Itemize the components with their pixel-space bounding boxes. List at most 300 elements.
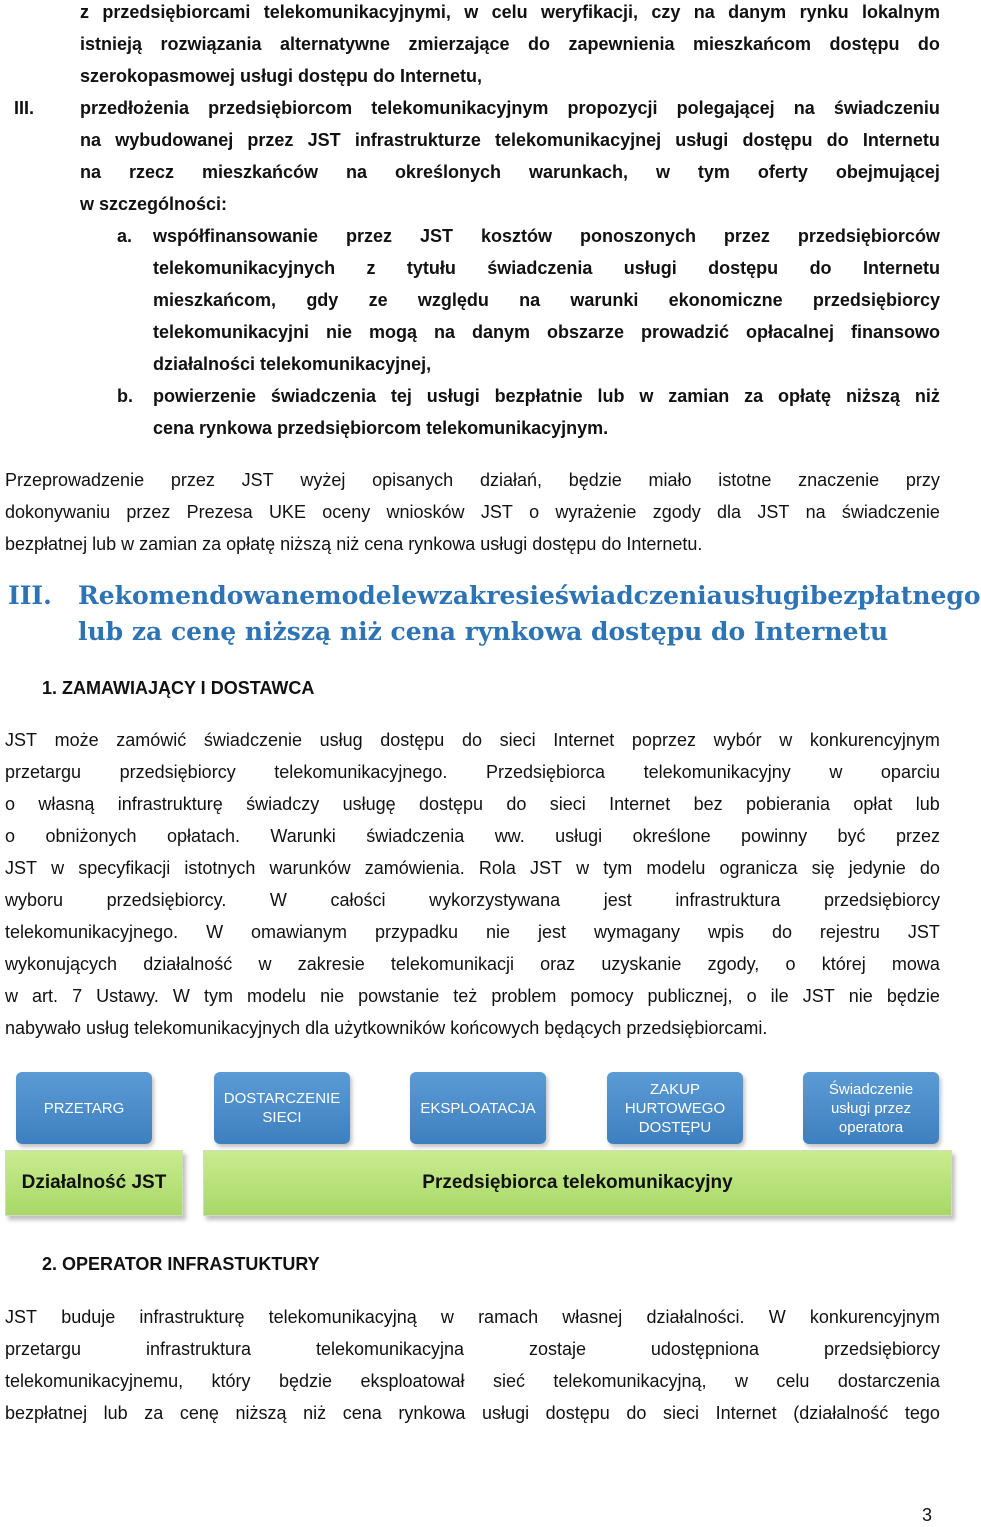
word: lokalnym (861, 2, 940, 22)
actor-operator-bar (203, 1150, 952, 1216)
word: świadczenia (366, 826, 465, 846)
word: JST (307, 130, 341, 150)
section-number: III. (8, 581, 52, 610)
word: znaczenie (798, 470, 880, 490)
word: niż (914, 386, 940, 406)
word: cenę (179, 1403, 219, 1423)
word: prowadzić (640, 322, 729, 342)
word: będzie (568, 470, 622, 490)
word: obejmującej (835, 162, 940, 182)
word: wybudowanej (115, 130, 234, 150)
word: wniosków (386, 502, 465, 522)
word: nie (848, 986, 873, 1006)
step-label-line: DOSTĘPU (638, 1118, 712, 1136)
word: lub (597, 386, 625, 406)
word: czy (651, 2, 681, 22)
text-line (5, 500, 940, 524)
word: z (366, 258, 376, 278)
word: celu (491, 2, 528, 22)
word: na (80, 130, 102, 150)
step-label-line: SIECI (262, 1109, 302, 1126)
word: dokonywaniu (5, 502, 111, 522)
word: JST (907, 922, 940, 942)
word: w (779, 730, 793, 750)
word: w (576, 858, 590, 878)
word: poprzez (631, 730, 696, 750)
word: modelu (646, 858, 706, 878)
word: do (809, 258, 832, 278)
word: przedsiębiorców (797, 226, 940, 246)
word: przedsiębiorcy (812, 290, 940, 310)
list-number: III. (14, 98, 35, 118)
word: świadczenie (841, 502, 940, 522)
word: o (529, 502, 540, 522)
word: mowa (891, 954, 940, 974)
word: Internet (553, 730, 615, 750)
word: 7 (72, 986, 83, 1006)
word: konkurencyjnym (809, 1307, 940, 1327)
sub-list-letter: b. (117, 386, 133, 406)
word: o (746, 986, 757, 1006)
word: świadczeniu (833, 98, 940, 118)
word: lub (103, 1403, 128, 1423)
step-label-line: DOSTARCZENIE (223, 1090, 341, 1107)
word: telekomunikacyjna (315, 1339, 465, 1359)
word: uzyskanie (601, 954, 682, 974)
word: oparciu (880, 762, 940, 782)
word: mieszkańcom, (153, 290, 277, 310)
word: świadczenia (270, 386, 376, 406)
text-line (5, 824, 940, 848)
text-line: nabywało usług telekomunikacyjnych dla użytkowników końcowych będących przedsiębiorcami. (5, 1018, 768, 1038)
word: Rola (478, 858, 516, 878)
word: świadczy (246, 794, 320, 814)
word: Warunki (270, 826, 336, 846)
word: działalności. (646, 1307, 745, 1327)
word: przetargu (5, 1339, 82, 1359)
word: zgody, (707, 954, 760, 974)
word: na (805, 502, 826, 522)
word: zgody (652, 502, 701, 522)
word: przedłożenia (80, 98, 190, 118)
page-number: 3 (922, 1505, 933, 1525)
word: infrastrukturze (354, 130, 481, 150)
word: rzecz (128, 162, 174, 182)
word: w (440, 1307, 454, 1327)
word: opłatę (778, 386, 832, 406)
word: w (51, 858, 65, 878)
text-line (5, 760, 940, 784)
word: usługi (482, 1403, 530, 1423)
word: do (528, 34, 550, 54)
word: w (417, 581, 439, 610)
word: do (919, 858, 940, 878)
word: przedsiębiorcy (119, 762, 236, 782)
step-label-line: usługi przez (830, 1099, 912, 1117)
sub-list-letter: a. (117, 226, 133, 246)
text-line (5, 1337, 940, 1361)
word: może (54, 730, 99, 750)
word: przedsiębiorcami (102, 2, 251, 22)
word: dla (717, 502, 742, 522)
word: ogranicza (719, 858, 798, 878)
word: polegającej (676, 98, 775, 118)
word: telekomunikacyjnego. (5, 922, 179, 942)
word: powinny (741, 826, 808, 846)
word: istotnych (184, 858, 256, 878)
word: względu (417, 290, 489, 310)
word: w (829, 762, 843, 782)
word: nie (486, 922, 511, 942)
word: Rekomendowane (78, 581, 316, 610)
actor-jst-label: Działalność JST (21, 1172, 167, 1193)
word: rynkowa (398, 1403, 466, 1423)
word: o (785, 954, 796, 974)
word: usług (319, 730, 363, 750)
word: oceny (322, 502, 371, 522)
word: w (655, 162, 670, 182)
word: ramach (478, 1307, 539, 1327)
word: wybór (713, 730, 762, 750)
process-step-zakup (607, 1072, 743, 1144)
text-line (80, 160, 940, 184)
word: Prezesa (186, 502, 253, 522)
word: sieci (499, 730, 536, 750)
word: własną (38, 794, 95, 814)
word: propozycji (567, 98, 658, 118)
word: niż (303, 1403, 327, 1423)
word: udostępniona (650, 1339, 760, 1359)
section-title-line: lub za cenę niższą niż cena rynkowa dostępu do Internetu (78, 617, 889, 646)
word: telekomunikacyjny (643, 762, 791, 782)
word: sieci (662, 1403, 699, 1423)
word: dostępu (418, 794, 484, 814)
word: na (693, 2, 715, 22)
word: sieci (549, 794, 586, 814)
word: gdy (306, 290, 339, 310)
actor-operator-label: Przedsiębiorca telekomunikacyjny (422, 1172, 733, 1193)
word: warunkach, (528, 162, 628, 182)
word: na (519, 290, 541, 310)
word: sieć (492, 1371, 525, 1391)
word: przedsiębiorcy. (106, 890, 227, 910)
word: przez (170, 470, 215, 490)
word: telekomunikacyjnej (495, 130, 662, 150)
word: zamówić (116, 730, 187, 750)
text-line (5, 1369, 940, 1393)
word: zostaje (528, 1339, 586, 1359)
word: telekomunikacyjnym (371, 98, 549, 118)
text-line (5, 856, 940, 880)
word: Internetu (862, 130, 940, 150)
text-line (5, 1305, 940, 1329)
word: oferty (757, 162, 808, 182)
word: o (5, 826, 16, 846)
step-label-line: PRZETARG (43, 1099, 125, 1117)
text-line (80, 128, 940, 152)
word: danym (728, 2, 787, 22)
word: do (826, 130, 849, 150)
word: specyfikacji (78, 858, 171, 878)
word: określone (632, 826, 711, 846)
word: z (80, 2, 89, 22)
word: dostępu (545, 1403, 610, 1423)
word: W (768, 1307, 786, 1327)
text-line: w szczególności: (80, 194, 228, 214)
word: dostępu (708, 258, 779, 278)
text-line (153, 288, 940, 312)
word: współfinansowanie (153, 226, 319, 246)
word: ponoszonych (579, 226, 696, 246)
word: wpis (707, 922, 744, 942)
word: przy (905, 470, 940, 490)
word: W (269, 890, 287, 910)
word: na (80, 162, 102, 182)
word: przedsiębiorcy (823, 1339, 940, 1359)
word: być (837, 826, 866, 846)
actor-jst-bar (5, 1150, 183, 1216)
word: dostępu (380, 730, 445, 750)
word: w (734, 1371, 748, 1391)
step-label-line: ZAKUP (649, 1080, 700, 1098)
word: o (5, 794, 16, 814)
word: ze (368, 290, 388, 310)
word: rynku (799, 2, 849, 22)
word: do (771, 922, 792, 942)
word: zapewnienia (568, 34, 675, 54)
step-label-line: Świadczenie (828, 1080, 914, 1098)
word: przez (126, 502, 171, 522)
word: telekomunikacyjnego. (274, 762, 448, 782)
text-line: szerokopasmowej usługi dostępu do Internetu, (80, 66, 483, 86)
word: której (821, 954, 866, 974)
word: na (793, 98, 815, 118)
word: zamian (668, 386, 730, 406)
word: też (453, 986, 478, 1006)
text-line (153, 256, 940, 280)
word: ww. (494, 826, 525, 846)
word: W (172, 986, 190, 1006)
word: niższą (845, 386, 900, 406)
word: zmierzające (408, 34, 510, 54)
word: całości (330, 890, 386, 910)
word: finansowo (850, 322, 940, 342)
word: wymagany (593, 922, 681, 942)
word: Przedsiębiorca (486, 762, 606, 782)
word: buduje (61, 1307, 116, 1327)
section-title-line (78, 578, 981, 614)
word: przedsiębiorcom (208, 98, 353, 118)
word: w (464, 2, 479, 22)
word: w (258, 954, 272, 974)
process-step-przetarg (16, 1072, 152, 1144)
word: JST (5, 1307, 38, 1327)
word: tym (203, 986, 233, 1006)
word: będzie (886, 986, 940, 1006)
word: modele (315, 581, 418, 610)
word: mieszkańców (201, 162, 319, 182)
word: istotne (718, 470, 772, 490)
word: przez (247, 130, 294, 150)
word: mogą (369, 322, 418, 342)
word: infrastrukturę (139, 1307, 245, 1327)
word: UKE (268, 502, 306, 522)
word: przez (895, 826, 940, 846)
word: weryfikacji, (540, 2, 639, 22)
word: kosztów (480, 226, 552, 246)
word: usługę (342, 794, 396, 814)
word: dostarczenia (837, 1371, 940, 1391)
word: Internet (609, 794, 671, 814)
word: działalność (143, 954, 233, 974)
text-line (80, 0, 940, 24)
word: oraz (540, 954, 576, 974)
word: nie (320, 986, 345, 1006)
text-line (5, 952, 940, 976)
model-1-heading: 1. ZAMAWIAJĄCY I DOSTAWCA (42, 678, 315, 698)
word: wyboru (5, 890, 64, 910)
word: w (5, 986, 18, 1006)
word: tym (603, 858, 633, 878)
text-line (5, 984, 940, 1008)
process-step-swiadczenie (803, 1072, 939, 1144)
word: telekomunikacyjną, (553, 1371, 707, 1391)
word: ekonomiczne (668, 290, 783, 310)
word: wykorzystywana (429, 890, 561, 910)
word: na (434, 322, 456, 342)
text-line (153, 320, 940, 344)
word: infrastruktura (145, 1339, 252, 1359)
word: telekomunikacji (390, 954, 514, 974)
word: tytułu (406, 258, 456, 278)
word: telekomunikacyjni (153, 322, 310, 342)
word: świadczenia (554, 581, 723, 610)
word: zakresie (297, 954, 365, 974)
text-line: bezpłatnej lub w zamian za opłatę niższą niż cena rynkowa usługi dostępu do Internetu. (5, 534, 703, 554)
word: danym (471, 322, 531, 342)
word: JST (241, 470, 274, 490)
word: Internet (715, 1403, 777, 1423)
process-step-eksploatacja (410, 1072, 546, 1144)
word: modelu (247, 986, 307, 1006)
word: JST (5, 730, 38, 750)
word: JST (480, 502, 513, 522)
word: warunków (269, 858, 351, 878)
text-line (5, 1401, 940, 1425)
text-line: cena rynkowa przedsiębiorcom telekomunikacyjnym. (153, 418, 609, 438)
word: miało (648, 470, 692, 490)
word: przez (346, 226, 393, 246)
word: obszarze (546, 322, 625, 342)
word: telekomunikacyjną (268, 1307, 417, 1327)
word: Przeprowadzenie (5, 470, 145, 490)
word: który (211, 1371, 251, 1391)
word: zakresie (438, 581, 555, 610)
word: do (626, 1403, 647, 1423)
word: tego (904, 1403, 940, 1423)
text-line (80, 96, 940, 120)
word: w (639, 386, 654, 406)
word: wyrażenie (555, 502, 637, 522)
word: JST (5, 858, 38, 878)
word: usługi (722, 581, 810, 610)
word: przedsiębiorcy (823, 890, 940, 910)
word: bez (693, 794, 723, 814)
word: Ustawy. (96, 986, 159, 1006)
word: istnieją (80, 34, 143, 54)
word: opisanych (372, 470, 454, 490)
word: W (206, 922, 224, 942)
word: własnej (562, 1307, 623, 1327)
word: usługi (426, 386, 480, 406)
word: za (144, 1403, 164, 1423)
word: infrastrukturę (117, 794, 223, 814)
word: wykonujących (5, 954, 118, 974)
word: warunki (570, 290, 639, 310)
word: nie (326, 322, 353, 342)
word: do (917, 34, 940, 54)
text-line: działalności telekomunikacyjnej, (153, 354, 432, 374)
model-2-heading: 2. OPERATOR INFRASTUKTURY (42, 1254, 320, 1274)
word: problem (491, 986, 557, 1006)
word: pobierania (745, 794, 831, 814)
text-line (5, 468, 940, 492)
word: jest (538, 922, 567, 942)
word: tej (390, 386, 412, 406)
text-line (5, 920, 940, 944)
text-line (5, 792, 940, 816)
word: przetargu (5, 762, 82, 782)
word: opłat (853, 794, 893, 814)
text-line (80, 32, 940, 56)
word: ile (770, 986, 789, 1006)
word: przypadku (375, 922, 459, 942)
word: JST (529, 858, 562, 878)
word: przez (723, 226, 770, 246)
word: opłatach. (166, 826, 240, 846)
word: omawianym (251, 922, 348, 942)
word: publicznej, (647, 986, 733, 1006)
process-step-dostarczenie (214, 1072, 350, 1144)
text-line (153, 224, 940, 248)
word: wyżej (300, 470, 346, 490)
word: obniżonych (45, 826, 137, 846)
word: na (345, 162, 367, 182)
word: do (506, 794, 527, 814)
word: powstanie (358, 986, 440, 1006)
word: rozwiązania (160, 34, 262, 54)
section-title (78, 578, 981, 650)
word: telekomunikacyjnemu, (5, 1371, 184, 1391)
step-label-line: HURTOWEGO (624, 1099, 726, 1117)
word: jedynie (848, 858, 906, 878)
word: za (744, 386, 764, 406)
word: określonych (394, 162, 501, 182)
word: niższą (235, 1403, 287, 1423)
word: bezpłatnej (5, 1403, 88, 1423)
word: zamówienia. (364, 858, 465, 878)
word: jest (603, 890, 632, 910)
word: usługi (675, 130, 729, 150)
word: telekomunikacyjnymi, (263, 2, 451, 22)
word: tym (697, 162, 730, 182)
word: świadczenia (487, 258, 593, 278)
word: konkurencyjnym (809, 730, 940, 750)
word: art. (32, 986, 59, 1006)
word: dostępu (742, 130, 813, 150)
word: bezpłatnego (809, 581, 981, 610)
word: opłacalnej (745, 322, 834, 342)
